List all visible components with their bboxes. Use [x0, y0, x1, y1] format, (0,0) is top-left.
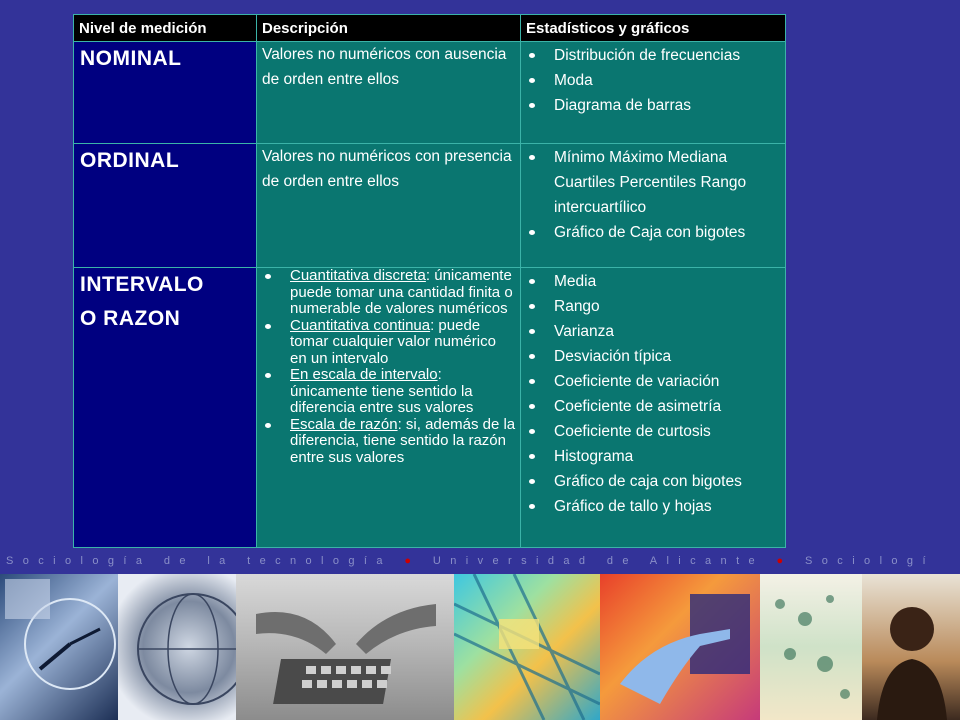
- level-ordinal: ORDINAL: [74, 144, 257, 268]
- footer-ribbon: [0, 553, 960, 573]
- banner-photo-circuit: [454, 574, 600, 720]
- footer-part-1: Sociología de la tecnología: [6, 555, 392, 567]
- type-text: : únicamente puede tomar una cantidad finita o numerable de valores numéricos: [290, 267, 513, 317]
- level-interval-ratio: [74, 268, 257, 548]
- table-header-row: [74, 15, 786, 42]
- banner-photo-hand: [600, 574, 760, 720]
- description-interval-cell: [257, 268, 521, 548]
- type-term: Cuantitativa continua: [290, 316, 431, 334]
- stat-item: Media: [521, 269, 785, 294]
- stat-item: Gráfico de tallo y hojas: [521, 494, 785, 519]
- stat-item: Coeficiente de variación: [521, 369, 785, 394]
- type-term: Cuantitativa discreta: [290, 267, 426, 284]
- level-interval-line2: O RAZON: [80, 307, 181, 330]
- type-text: : únicamente tiene sentido la diferencia entre sus valores: [290, 366, 474, 416]
- type-text: : si, además de la diferencia, tiene sentido la razón entre sus valores: [290, 415, 516, 466]
- measurement-levels-table: [73, 14, 786, 548]
- stats-interval-cell: [521, 268, 786, 548]
- description-ordinal: Valores no numéricos con presencia de orden entre ellos: [257, 144, 521, 268]
- type-item: [257, 417, 516, 467]
- stat-item: Mínimo Máximo Mediana Cuartiles Percentiles Rango intercuartílico: [521, 145, 785, 220]
- footer-part-2: Universidad de Alicante: [432, 555, 765, 567]
- banner-photo-keyboard-hands: [236, 574, 454, 720]
- header-level: Nivel de medición: [74, 15, 257, 42]
- type-term: Escala de razón: [290, 415, 398, 433]
- level-interval-line1: INTERVALO: [80, 273, 204, 296]
- stat-item: Rango: [521, 294, 785, 319]
- type-term: En escala de intervalo: [290, 366, 438, 383]
- stats-nominal-cell: [521, 42, 786, 144]
- photo-banner: [0, 574, 960, 720]
- table-row-interval: [74, 268, 786, 548]
- type-text: : puede tomar cualquier valor numérico en un intervalo: [290, 316, 496, 367]
- footer-separator-dot: ●: [776, 555, 793, 567]
- stat-item: Diagrama de barras: [521, 93, 785, 118]
- table-row-nominal: [74, 42, 786, 144]
- stats-ordinal-cell: [521, 144, 786, 268]
- stat-item: Desviación típica: [521, 344, 785, 369]
- footer-separator-dot: ●: [404, 555, 421, 567]
- table-row-ordinal: [74, 144, 786, 268]
- type-item: [257, 268, 516, 318]
- level-nominal: NOMINAL: [74, 42, 257, 144]
- stat-item: Coeficiente de asimetría: [521, 394, 785, 419]
- footer-part-3: Sociologí: [805, 555, 935, 567]
- description-nominal: Valores no numéricos con ausencia de orden entre ellos: [257, 42, 521, 144]
- type-item: [257, 318, 516, 368]
- banner-photo-clock: [0, 574, 118, 720]
- stat-item: Distribución de frecuencias: [521, 43, 785, 68]
- type-item: [257, 367, 516, 417]
- banner-photo-globe: [118, 574, 236, 720]
- stat-item: Varianza: [521, 319, 785, 344]
- stat-item: Histograma: [521, 444, 785, 469]
- header-description: Descripción: [257, 15, 521, 42]
- header-stats: Estadísticos y gráficos: [521, 15, 786, 42]
- stat-item: Moda: [521, 68, 785, 93]
- banner-photo-silhouette: [862, 574, 960, 720]
- stat-item: Gráfico de caja con bigotes: [521, 469, 785, 494]
- stat-item: Gráfico de Caja con bigotes: [521, 220, 785, 245]
- banner-photo-dots: [760, 574, 862, 720]
- stat-item: Coeficiente de curtosis: [521, 419, 785, 444]
